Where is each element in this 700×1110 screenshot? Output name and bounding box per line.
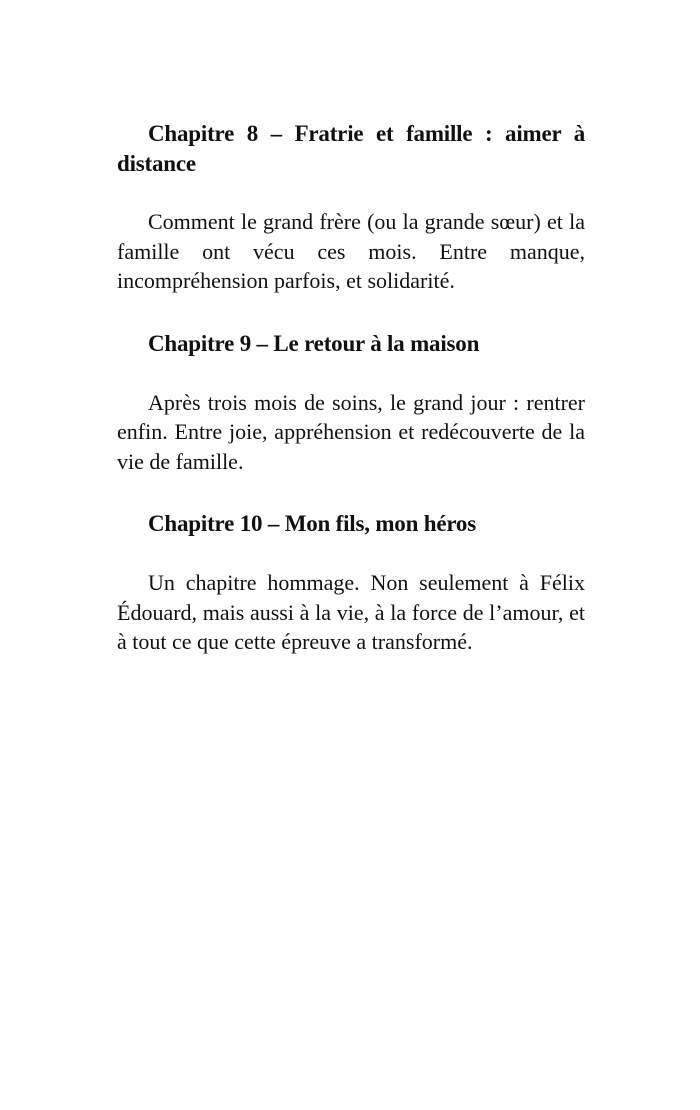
chapter-8-summary: Comment le grand frère (ou la grande sœur) et la famille ont vécu ces mois. Entre manque, incompréhension parfois, et solidarité.: [117, 209, 585, 293]
document-page: [117, 119, 585, 657]
chapter-9-summary: Après trois mois de soins, le grand jour : rentrer enfin. Entre joie, appréhension et redécouverte de la vie de famille.: [117, 389, 585, 474]
chapter-10-heading: Chapitre 10 – Mon fils, mon héros: [148, 511, 476, 536]
chapter-9-section: [117, 329, 585, 477]
chapter-9-heading: Chapitre 9 – Le retour à la maison: [148, 330, 480, 356]
chapter-10-section: [117, 509, 585, 657]
chapter-8-section: [117, 119, 585, 296]
chapter-10-summary: Un chapitre hommage. Non seulement à Félix Édouard, mais aussi à la vie, à la force de l’amour, et à tout ce que cette épreuve a transformé.: [117, 570, 585, 654]
chapter-8-heading: Chapitre 8 – Fratrie et famille : aimer à distance: [117, 121, 585, 176]
